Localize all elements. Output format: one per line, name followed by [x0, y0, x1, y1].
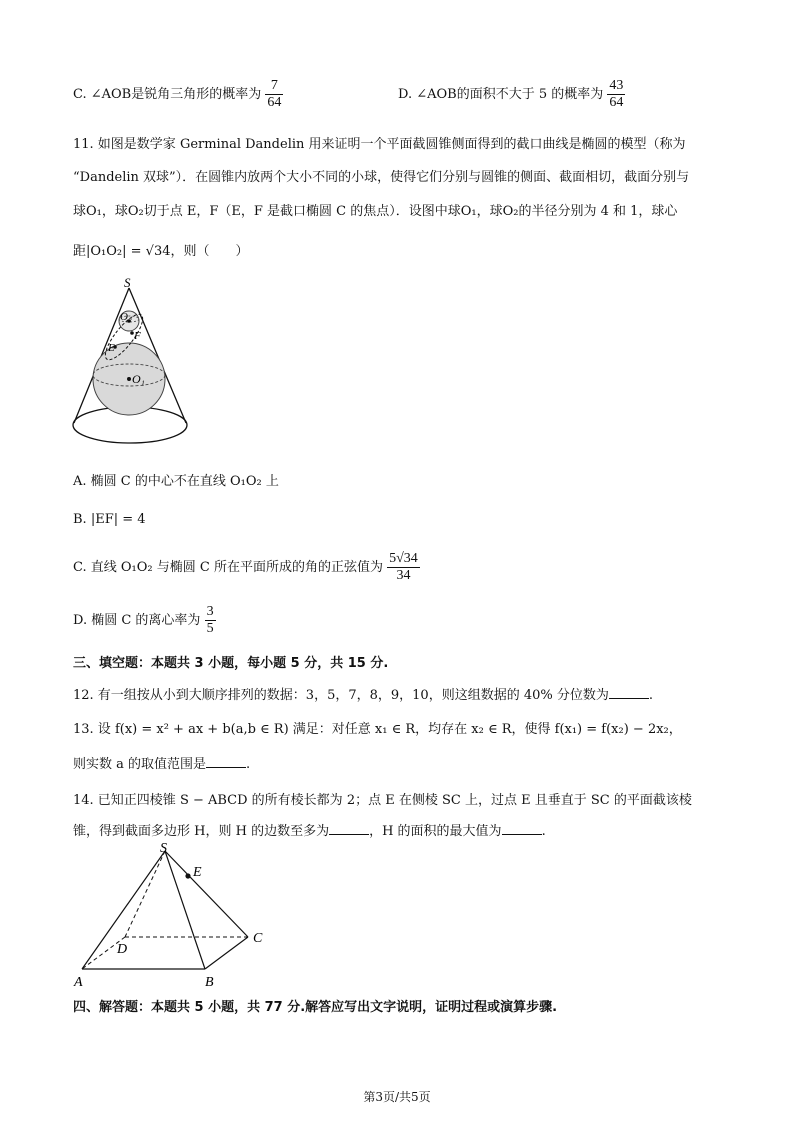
label-b: B	[205, 975, 214, 990]
label-e: E	[108, 342, 115, 354]
label-c: C	[253, 931, 263, 946]
page-number: 第3页/共5页	[363, 1090, 431, 1104]
label-o2: O₂	[120, 311, 132, 323]
q10-option-c-text: C. ∠AOB是锐角三角形的概率为	[73, 87, 262, 103]
q14-line-1: 14. 已知正四棱锥 S − ABCD 的所有棱长都为 2；点 E 在侧棱 SC 上，过点 E 且垂直于 SC 的平面截该棱	[73, 793, 692, 808]
section-3-heading: 三、填空题：本题共 3 小题，每小题 5 分，共 15 分.	[73, 656, 389, 671]
point-e	[185, 873, 190, 878]
q11-option-d	[73, 604, 216, 637]
q13-line-1: 13. 设 f(x) = x² + ax + b(a,b ∈ R) 满足：对任意 x₁ ∈ R，均存在 x₂ ∈ R，使得 f(x₁) = f(x₂) − 2x₂，	[73, 722, 682, 737]
q11-option-b: B. |EF| = 4	[73, 512, 146, 527]
q11-line-3: 球O₁，球O₂切于点 E，F（E，F 是截口椭圆 C 的焦点）．设图中球O₁，球O₂的半径分别为 4 和 1，球心	[73, 204, 678, 219]
edge-bc	[205, 937, 248, 969]
q11-option-d-fraction: $\frac{3}{5}$	[206, 604, 214, 637]
q10-option-d-fraction: $\frac{43}{64}$	[609, 78, 624, 111]
q13-answer-blank[interactable]	[206, 755, 246, 768]
dandelin-cone-figure	[66, 275, 196, 453]
q10-option-d	[398, 78, 625, 111]
q11-option-c-fraction: $\frac{5√34}{34}$	[389, 551, 418, 584]
q11-option-c-text: C. 直线 O₁O₂ 与椭圆 C 所在平面所成的角的正弦值为	[73, 560, 383, 576]
q11-option-d-text: D. 椭圆 C 的离心率为	[73, 613, 201, 629]
edge-sc	[165, 851, 248, 937]
q11-option-c	[73, 551, 420, 584]
label-e: E	[193, 865, 202, 880]
q13-line-2: 则实数 a 的取值范围是 .	[73, 757, 251, 772]
label-d: D	[117, 942, 128, 957]
label-s: S	[160, 841, 167, 856]
q10-option-c	[73, 78, 283, 111]
q11-line-1: 11. 如图是数学家 Germinal Dandelin 用来证明一个平面截圆锥侧面得到的截口曲线是椭圆的模型（称为	[73, 137, 686, 152]
q14-line-2: 锥，得到截面多边形 H，则 H 的边数至多为 ，H 的面积的最大值为 .	[73, 824, 546, 839]
q12: 12. 有一组按从小到大顺序排列的数据：3，5，7，8，9，10，则这组数据的 40% 分位数为 .	[73, 688, 654, 703]
label-a: A	[74, 975, 83, 990]
label-o1: O₁	[132, 372, 145, 386]
edge-sd	[125, 851, 165, 937]
pyramid-figure	[70, 838, 275, 990]
q10-option-d-text: D. ∠AOB的面积不大于 5 的概率为	[398, 87, 604, 103]
q10-option-c-fraction: $\frac{7}{64}$	[267, 78, 282, 111]
q14-answer-blank-1[interactable]	[329, 822, 369, 835]
q14-answer-blank-2[interactable]	[502, 822, 542, 835]
label-s: S	[124, 275, 131, 290]
section-4-heading: 四、解答题：本题共 5 小题，共 77 分.解答应写出文字说明，证明过程或演算步骤.	[73, 1000, 558, 1015]
point-o1	[127, 377, 131, 381]
q12-answer-blank[interactable]	[609, 686, 649, 699]
q11-line-2: “Dandelin 双球”）．在圆锥内放两个大小不同的小球，使得它们分别与圆锥的侧面、截面相切，截面分别与	[73, 170, 690, 185]
q12-text: 12. 有一组按从小到大顺序排列的数据：3，5，7，8，9，10，则这组数据的 40% 分位数为	[73, 688, 609, 703]
q11-line-4: 距|O₁O₂| = √34，则（ ）	[73, 244, 249, 259]
q11-option-a: A. 椭圆 C 的中心不在直线 O₁O₂ 上	[73, 474, 279, 489]
label-f: F	[134, 330, 141, 342]
